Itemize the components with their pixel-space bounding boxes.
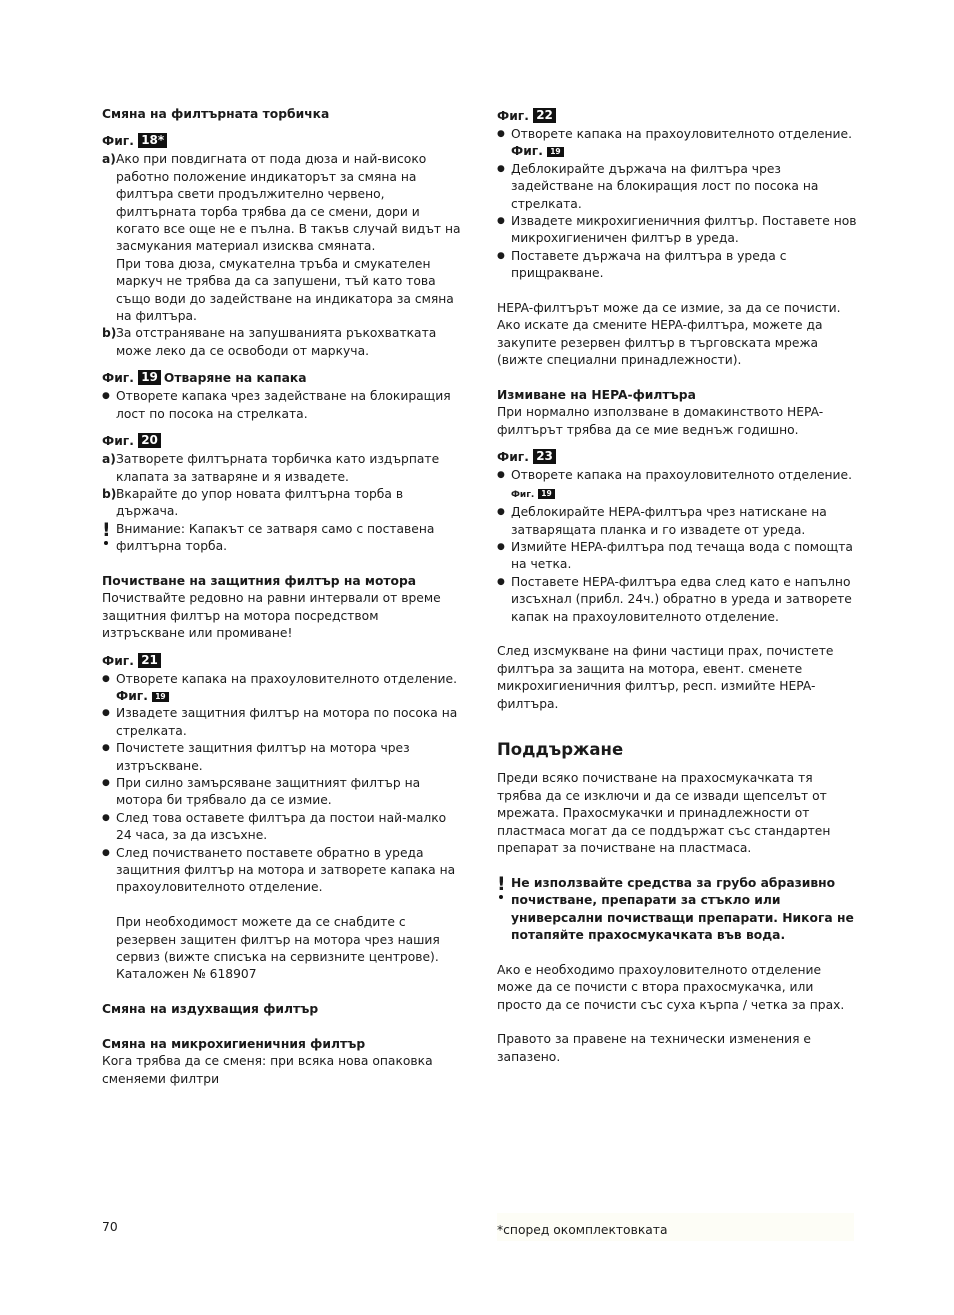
list-item: ● След това оставете филтъра да постои най-малко 24 часа, за да изсъхне.: [102, 810, 464, 845]
section-heading: Измиване на HEPA-филтъра: [497, 388, 696, 403]
fig-badge: 19: [138, 370, 161, 385]
right-column: [497, 106, 859, 1066]
fig-subreference: Фиг. 19: [497, 485, 859, 504]
list-item: ● Деблокирайте държача на филтъра чрез задействане на блокиращия лост по посока на стрелката.: [497, 161, 859, 213]
list-item: ● Отворете капака чрез задействане на блокиращия лост по посока на стрелката.: [102, 388, 464, 423]
list-item: ● Отворете капака на прахоуловителното отделение.: [102, 671, 464, 688]
list-item: ● Деблокирайте HEPA-филтъра чрез натискане на затварящата планка и го извадете от уреда.: [497, 504, 859, 539]
list-item: ● Почистете защитния филтър на мотора чрез изтръскване.: [102, 740, 464, 775]
list-item: ● При силно замърсяване защитният филтър на мотора би трябвало да се измие.: [102, 775, 464, 810]
fig-reference: Фиг. 23: [497, 447, 859, 467]
paragraph: Кога трябва да се сменя: при всяка нова опаковка сменяеми филтри: [102, 1054, 433, 1086]
fig-reference: Фиг. 22: [497, 106, 859, 126]
list-item: ● Извадете защитния филтър на мотора по посока на стрелката.: [102, 705, 464, 740]
section-title: Поддържане: [497, 740, 624, 760]
list-item: ● Поставете държача на филтъра в уреда с прищракване.: [497, 248, 859, 283]
paragraph: Преди всяко почистване на прахосмукачката тя трябва да се изключи и да се извади щепселът от мрежата. Прахосмукачки и принадлежности от пластмаса могат да се поддържат със стандартен препарат за почистване на пластмаса.: [497, 771, 831, 855]
fig-reference: Фиг. 20: [102, 431, 464, 451]
list-item: ● След почистването поставете обратно в уреда защитния филтър на мотора и затворете капака на прахоуловителното отделение.: [102, 845, 464, 897]
list-item: a) Ако при повдигната от пода дюза и най-високо работно положение индикаторът за смяна на филтъра свети продължително червено, филтърната торба трябва да се смени, дори и когато все още не е пълна. В такъв случай видът на засмукания материал изисква смяната.: [102, 152, 461, 254]
paragraph: HEPA-филтърът може да се измие, за да се почисти. Ако искате да смените HEPA-филтъра, можете да закупите резервен филтър в търговската мрежа (вижте специални принадлежности).: [497, 301, 841, 368]
left-column: [102, 106, 464, 1088]
fig-title: Отваряне на капака: [163, 371, 307, 386]
fig-reference: Фиг. 21: [102, 651, 464, 671]
list-item: ● Измийте HEPA-филтъра под течаща вода с помощта на четка.: [497, 539, 859, 574]
fig-subreference: Фиг. 19: [497, 143, 859, 160]
list-item: ● Поставете HEPA-филтъра едва след като е напълно изсъхнал (прибл. 24ч.) обратно в уреда и затворете капак на прахоуловителното отделение.: [497, 574, 859, 626]
fig-reference: Фиг. 18*: [102, 131, 464, 151]
section-heading: Почистване на защитния филтър на мотора: [102, 573, 417, 588]
fig-subreference: Фиг. 19: [102, 688, 464, 705]
section-heading: Смяна на издухващия филтър: [102, 1002, 319, 1017]
fig-reference: Фиг. 19 Отваряне на капака: [102, 370, 307, 386]
section-heading: Смяна на микрохигиеничния филтър: [102, 1037, 366, 1052]
list-item: ● Отворете капака на прахоуловителното отделение.: [497, 126, 859, 143]
list-item: b) За отстраняване на запушванията ръкохватката може леко да се освободи от маркуча.: [102, 326, 437, 358]
paragraph: Ако е необходимо прахоуловителното отделение може да се почисти с втора прахосмукачка, или просто да се почисти със суха кърпа / четка за прах.: [497, 962, 845, 1012]
fig-badge: 21: [138, 653, 161, 668]
fig-badge: 20: [138, 433, 161, 448]
paragraph: Правото за правене на технически изменения е запазено.: [497, 1032, 811, 1064]
page-number: 70: [102, 1220, 118, 1234]
warning-icon: !: [497, 872, 506, 895]
fig-badge: 23: [533, 449, 556, 464]
list-item: ● Отворете капака на прахоуловителното отделение.: [497, 467, 859, 484]
warning-note: ! Не използвайте средства за грубо абразивно почистване, препарати за стъкло или универсални почистващи препарати. Никога не потапяйте прахосмукачката във вода.: [497, 872, 854, 942]
fig-badge: 22: [533, 108, 556, 123]
fig-badge: 18*: [138, 133, 167, 148]
paragraph: При това дюза, смукателна тръба и смукателен маркуч не трябва да са запушени, тъй като това също води до задействане на индикатора за смяна на филтъра.: [116, 256, 454, 324]
footnote: *според окомплектовката: [497, 1213, 854, 1241]
paragraph: При нормално използване в домакинството HEPA-филтърът трябва да се мие веднъж годишно.: [497, 405, 824, 437]
warning-note: ! Внимание: Капакът се затваря само с поставена филтърна торба.: [102, 518, 435, 554]
list-item: a) Затворете филтърната торбичка като издърпате клапата за затваряне и я извадете.: [102, 452, 440, 484]
section-heading: Смяна на филтърната торбичка: [102, 107, 330, 121]
list-item: b) Вкарайте до упор новата филтърна торба в държача.: [102, 486, 404, 519]
warning-icon: !: [102, 518, 111, 541]
paragraph: Почиствайте редовно на равни интервали от време защитния филтър на мотора посредством изтръскване или промиване!: [102, 591, 441, 641]
paragraph: След изсмукване на фини частици прах, почистете филтъра за защита на мотора, евент. сменете микрохигиеничния филтър, респ. измийте HEPA-филтъра.: [497, 644, 834, 711]
list-item: ● Извадете микрохигиеничния филтър. Поставете нов микрохигиеничен филтър в уреда.: [497, 213, 859, 248]
paragraph: При необходимост можете да се снабдите с резервен защитен филтър на мотора чрез нашия сервиз (вижте списъка на сервизните центрове). Каталожен № 618907: [116, 915, 440, 982]
